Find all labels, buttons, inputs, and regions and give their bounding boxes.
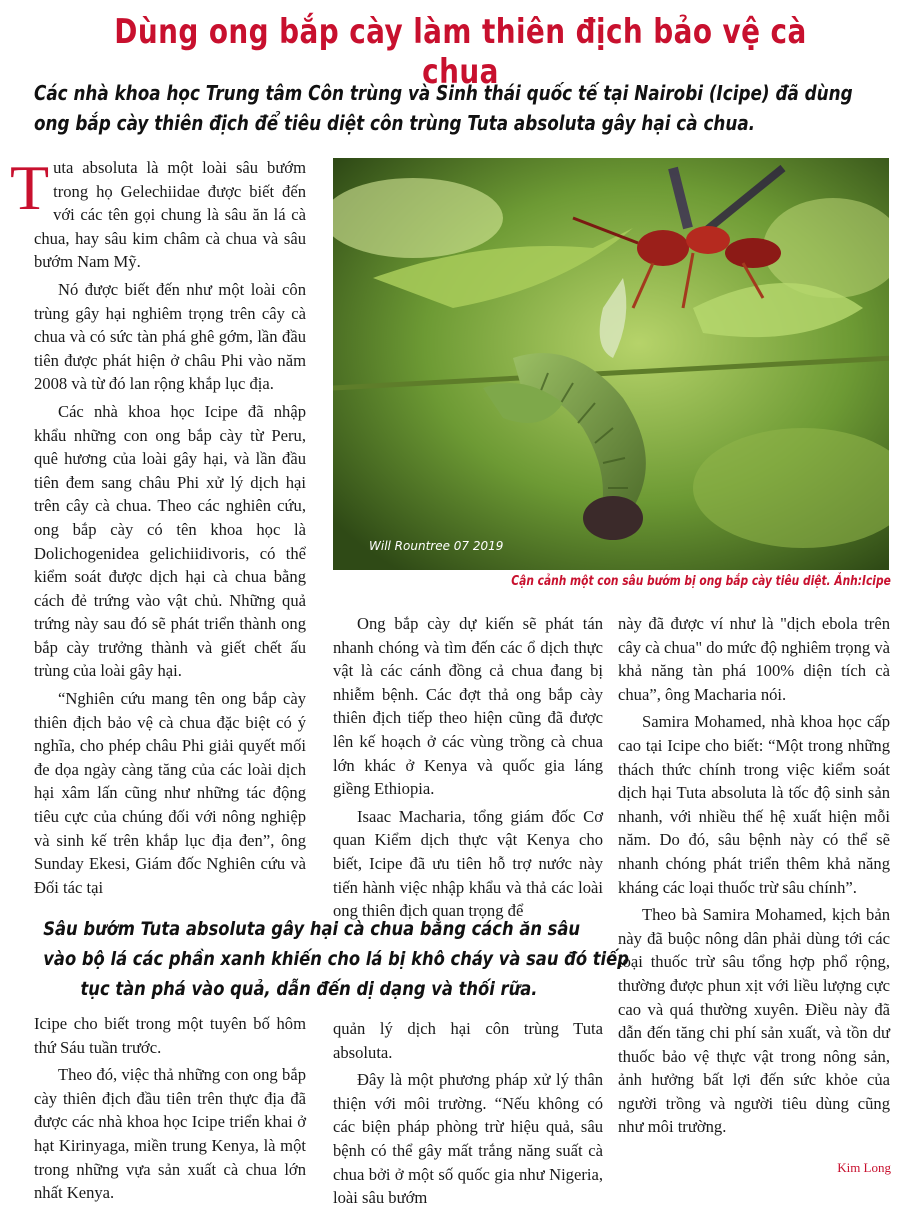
column-2-bottom <box>333 1017 603 1210</box>
paragraph: Nó được biết đến như một loài côn trùng gây hại nghiêm trọng trên cây cà chua và có sức tàn phá ghê gớm, lần đầu tiên được phát hiện ở châu Phi vào năm 2008 và từ đó lan rộng khắp lục địa. <box>34 279 306 394</box>
pull-quote-line: vào bộ lá các phần xanh khiến cho lá bị khô cháy và sau đó tiếp <box>43 948 629 970</box>
article-photo <box>333 158 889 570</box>
article-title: Dùng ong bắp cày làm thiên địch bảo vệ cà chua <box>114 12 807 92</box>
paragraph: Icipe cho biết trong một tuyên bố hôm thứ Sáu tuần trước. <box>34 1014 306 1057</box>
paragraph: Đây là một phương pháp xử lý thân thiện với môi trường. “Nếu không có các biện pháp phòng trừ hiệu quả, sâu bệnh có thể gây mất trắng năng suất cà chua bởi ở một số quốc gia như Nigeria, loài sâu bướm <box>333 1070 603 1208</box>
pull-quote-line: Sâu bướm Tuta absoluta gây hại cà chua bằng cách ăn sâu <box>43 918 581 940</box>
paragraph-text: uta absoluta là một loài sâu bướm trong họ Gelechiidae được biết đến với các tên gọi chung là sâu ăn lá cà chua, hay sâu kim châm cà chua và sâu bướm Nam Mỹ. <box>34 158 306 272</box>
pull-quote-line: tục tàn phá vào quả, dẫn đến dị dạng và thối rữa. <box>80 978 538 1000</box>
paragraph: Ong bắp cày dự kiến sẽ phát tán nhanh chóng và tìm đến các ổ dịch thực vật là các cánh đồng cả chua đang bị nhiễm bệnh. Các đợt thả ong bắp cày thiên địch tiếp theo hiện cũng đã được lên kế hoạch ở các vùng trồng cà chua lớn khác ở Kenya và quốc gia láng giềng Ethiopia. <box>333 614 603 799</box>
drop-cap: T <box>10 152 50 223</box>
paragraph: Isaac Macharia, tổng giám đốc Cơ quan Kiểm dịch thực vật Kenya cho biết, Icipe đã ưu tiên hỗ trợ nước này tiến hành việc nhập khẩu và thả các loài ong thiên địch quan trọng để <box>333 806 603 921</box>
article-lead: Các nhà khoa học Trung tâm Côn trùng và Sinh thái quốc tế tại Nairobi (Icipe) đã dùng ong bắp cày thiên địch để tiêu diệt côn trùng Tuta absoluta gây hại cà chua. <box>34 81 853 135</box>
author-credit: Kim Long <box>837 1160 891 1175</box>
column-1-top <box>10 152 306 899</box>
paragraph <box>10 152 306 274</box>
paragraph: này đã được ví như là "dịch ebola trên cây cà chua" do mức độ nghiêm trọng và khả năng tàn phá 100% diện tích cà chua”, ông Macharia nói. <box>618 614 890 704</box>
pull-quote <box>0 914 629 1004</box>
paragraph: Các nhà khoa học Icipe đã nhập khẩu những con ong bắp cày từ Peru, quê hương của loài gây hại, và lần đầu tiên đem sang châu Phi xử lý dịch hại trên cây cà chua. Theo các nghiên cứu, ong bắp cày có tên khoa học là Dolichogenidea gelichiidivoris, có thể kiểm soát được dịch hại cà chua bằng cách đẻ trứng vào vật chủ. Những quả trứng này sau đó sẽ phát triển thành ong bắp cày trưởng thành và giết chết ấu trùng của loài gây hại. <box>34 401 306 681</box>
photo-caption: Cận cảnh một con sâu bướm bị ong bắp cày tiêu diệt. Ảnh:Icipe <box>511 574 891 589</box>
paragraph: Samira Mohamed, nhà khoa học cấp cao tại Icipe cho biết: “Một trong những thách thức chính trong việc kiểm soát dịch hại Tuta absoluta là tốc độ sinh sản nhanh, với nhiều thế hệ xuất hiện mỗi năm. Do đó, sâu bệnh này có thể sẽ nhanh chóng phát triển thêm khả năng kháng các loại thuốc trừ sâu chính”. <box>618 712 890 897</box>
column-3 <box>618 612 890 1139</box>
paragraph: Theo đó, việc thả những con ong bắp cày thiên địch đầu tiên trên thực địa đã được các nhà khoa học Icipe triển khai ở hạt Kirinyaga, miền trung Kenya, là một trong những vựa sản xuất cà chua lớn nhất Kenya. <box>34 1065 306 1203</box>
paragraph: Theo bà Samira Mohamed, kịch bản này đã buộc nông dân phải dùng tới các loại thuốc trừ sâu tổng hợp phổ rộng, thường được phun xịt với liều lượng cực cao và quá thường xuyên. Điều này đã dẫn đến tăng chi phí sản xuất, và tồn dư thuốc bảo vệ thực vật trong nông sản, ảnh hưởng bất lợi đến sức khỏe của người trồng và người tiêu dùng cũng như môi trường. <box>618 905 890 1137</box>
paragraph: quản lý dịch hại côn trùng Tuta absoluta. <box>333 1019 603 1062</box>
photo-watermark: Will Rountree 07 2019 <box>369 539 504 553</box>
paragraph: “Nghiên cứu mang tên ong bắp cày thiên địch bảo vệ cà chua đặc biệt có ý nghĩa, cho phép châu Phi giải quyết mối đe dọa ngày càng tăng của các loài dịch hại xâm lấn cũng như những tác động tiêu cực của chúng đối với nông nghiệp và sinh kế trên khắp lục địa đen”, ông Sunday Ekesi, Giám đốc Nghiên cứu và Đối tác tại <box>34 689 306 897</box>
column-1-bottom <box>34 1012 306 1205</box>
column-2-top <box>333 612 603 923</box>
caterpillar-wasp-image <box>333 158 889 570</box>
